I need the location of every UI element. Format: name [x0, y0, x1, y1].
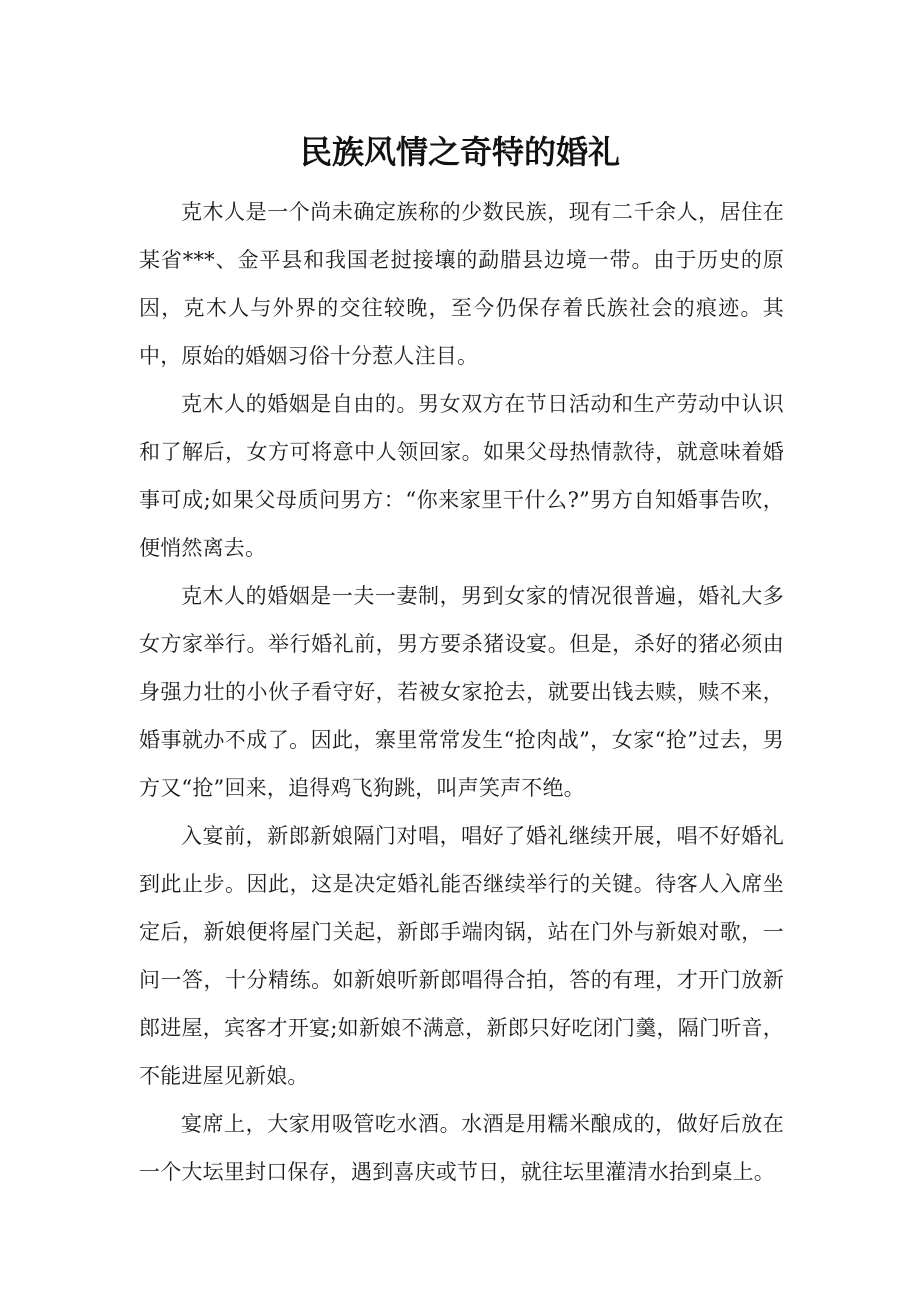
document-title: 民族风情之奇特的婚礼 — [299, 133, 620, 171]
paragraph: 入宴前，新郎新娘隔门对唱，唱好了婚礼继续开展，唱不好婚礼到此止步。因此，这是决定婚礼能否继续举行的关键。待客人入席坐定后，新娘便将屋门关起，新郎手端肉锅，站在门外与新娘对歌，一问一答，十分精练。如新娘听新郎唱得合拍，答的有理，才开门放新郎进屋，宾客才开宴;如新娘不满意，新郎只好吃闭门羹，隔门听音，不能进屋见新娘。 — [139, 824, 784, 1088]
paragraph: 宴席上，大家用吸管吃水酒。水酒是用糯米酿成的，做好后放在一个大坛里封口保存，遇到喜庆或节日，就往坛里灌清水抬到桌上。 — [139, 1112, 784, 1184]
paragraph: 克木人的婚姻是一夫一妻制，男到女家的情况很普遍，婚礼大多女方家举行。举行婚礼前，男方要杀猪设宴。但是，杀好的猪必须由身强力壮的小伙子看守好，若被女家抢去，就要出钱去赎，赎不来，婚事就办不成了。因此，寨里常常发生“抢肉战”，女家“抢”过去，男方又“抢”回来，追得鸡飞狗跳，叫声笑声不绝。 — [139, 584, 784, 800]
paragraph: 克木人是一个尚未确定族称的少数民族，现有二千余人，居住在某省***、金平县和我国老挝接壤的勐腊县边境一带。由于历史的原因，克木人与外界的交往较晚，至今仍保存着氏族社会的痕迹。其中，原始的婚姻习俗十分惹人注目。 — [139, 200, 784, 368]
document-body — [139, 188, 784, 1196]
paragraph: 克木人的婚姻是自由的。男女双方在节日活动和生产劳动中认识和了解后，女方可将意中人领回家。如果父母热情款待，就意味着婚事可成;如果父母质问男方：“你来家里干什么?”男方自知婚事告吹，便悄然离去。 — [139, 392, 784, 560]
